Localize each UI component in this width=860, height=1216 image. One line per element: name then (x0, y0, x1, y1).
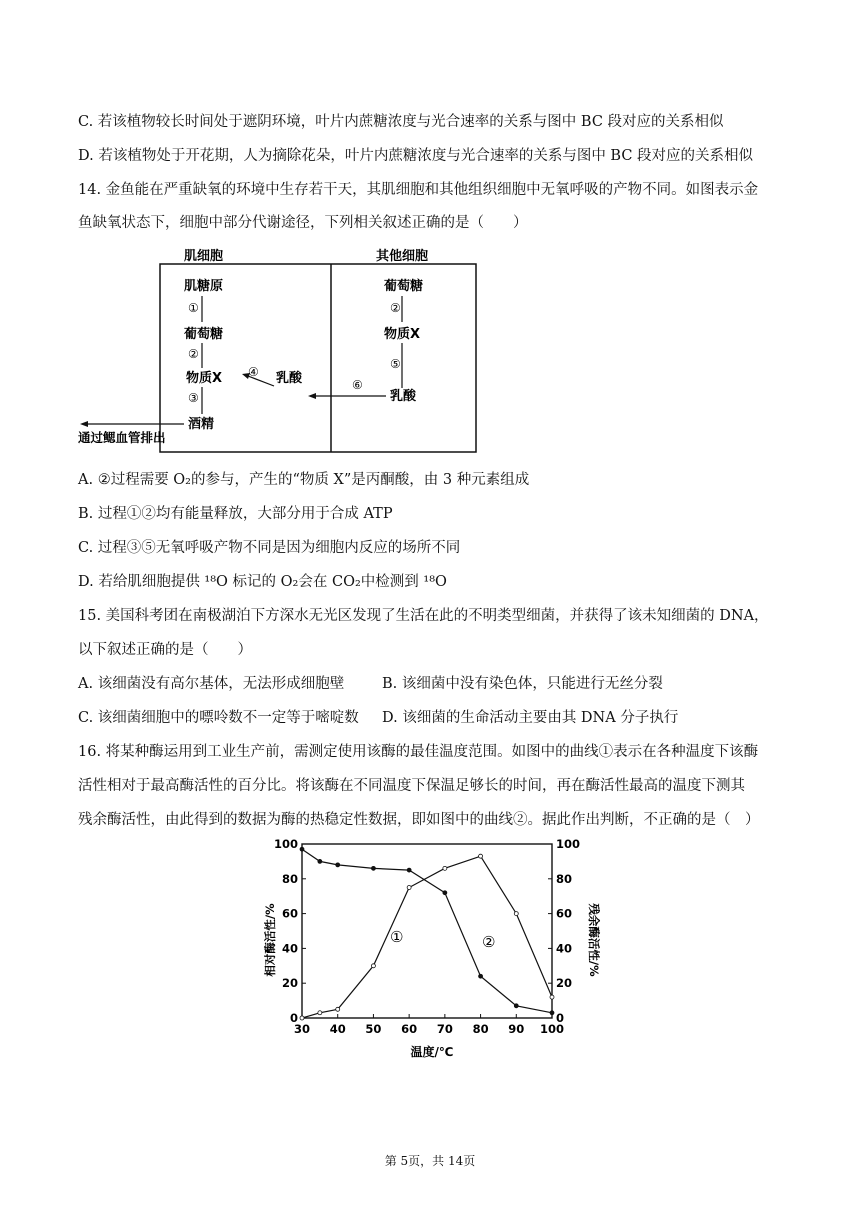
series-1-point (300, 1016, 304, 1020)
series-2-point (318, 859, 322, 863)
step-2-label: ② (188, 347, 199, 361)
series-2-point (371, 866, 375, 870)
series-line-1 (302, 856, 552, 1018)
y-axis-left-label: 相对酶活性/% (263, 903, 277, 977)
series-1-point (336, 1007, 340, 1011)
series-1-point (479, 854, 483, 858)
option-a-q15: A. 该细菌没有高尔基体，无法形成细胞壁 (78, 676, 345, 692)
step-1-label: ① (188, 301, 199, 315)
step-5-label: ⑤ (390, 357, 401, 371)
question-15-line2: 以下叙述正确的是（ ） (78, 642, 252, 658)
step-4-label: ④ (248, 365, 259, 379)
option-d-q15: D. 该细菌的生命活动主要由其 DNA 分子执行 (382, 710, 679, 726)
series-label-2: ② (482, 933, 496, 951)
y-tick-label-left: 0 (289, 1011, 298, 1025)
option-c-q13: C. 若该植物较长时间处于遮阴环境，叶片内蔗糖浓度与光合速率的关系与图中 BC 段对应的关系相似 (78, 114, 724, 130)
y-tick-label-left: 60 (281, 906, 298, 921)
series-2-point (300, 847, 304, 851)
question-16-line3: 残余酶活性，由此得到的数据为酶的热稳定性数据，即如图中的曲线②。据此作出判断，不正确的是（ ） (78, 812, 760, 828)
series-1-point (514, 912, 518, 916)
glucose-label: 葡萄糖 (184, 327, 224, 342)
option-b-q15: B. 该细菌中没有染色体，只能进行无丝分裂 (382, 676, 663, 692)
series-2-point (479, 974, 483, 978)
x-tick-label: 60 (401, 1022, 418, 1036)
series-1-point (407, 886, 411, 890)
metabolism-diagram (78, 246, 488, 451)
x-tick-label: 50 (365, 1022, 382, 1036)
step-3-label: ③ (188, 391, 199, 405)
x-axis-label: 温度/℃ (410, 1045, 454, 1059)
y-tick-label-left: 80 (281, 871, 298, 886)
x-tick-label: 80 (472, 1022, 489, 1036)
series-line-2 (302, 849, 552, 1013)
step-6-label: ⑥ (352, 378, 363, 392)
series-1-point (371, 964, 375, 968)
option-b-q14: B. 过程①②均有能量释放，大部分用于合成 ATP (78, 506, 393, 522)
series-1-point (550, 995, 554, 999)
series-2-point (550, 1011, 554, 1015)
excrete-label: 通过鳃血管排出 (78, 430, 166, 445)
series-1-point (318, 1011, 322, 1015)
option-d-q14: D. 若给肌细胞提供 ¹⁸O 标记的 O₂会在 CO₂中检测到 ¹⁸O (78, 574, 447, 590)
y-tick-label-right: 60 (556, 906, 573, 921)
alcohol-label: 酒精 (188, 417, 215, 432)
lactic-acid-label: 乳酸 (276, 371, 303, 386)
muscle-cell-title: 肌细胞 (184, 249, 224, 264)
other-cell-title: 其他细胞 (376, 249, 429, 264)
series-1-point (443, 866, 447, 870)
x-tick-label: 30 (293, 1022, 311, 1036)
page-footer: 第 5页，共 14页 (384, 1154, 476, 1168)
question-16-line2: 活性相对于最高酶活性的百分比。将该酶在不同温度下保温足够长的时间，再在酶活性最高的温度下测其 (78, 778, 745, 794)
other-step-2-label: ② (390, 301, 401, 315)
series-2-point (407, 868, 411, 872)
option-a-q14: A. ②过程需要 O₂的参与，产生的“物质 X”是丙酮酸，由 3 种元素组成 (78, 472, 530, 488)
series-label-1: ① (390, 928, 404, 946)
x-tick-label: 70 (436, 1022, 453, 1036)
enzyme-activity-chart (262, 830, 601, 1062)
y-tick-label-right: 100 (556, 837, 581, 851)
y-tick-label-right: 0 (556, 1011, 565, 1025)
x-tick-label: 90 (508, 1022, 525, 1036)
other-glucose-label: 葡萄糖 (384, 279, 424, 294)
question-15-line1: 15. 美国科考团在南极湖泊下方深水无光区发现了生活在此的不明类型细菌，并获得了该未知细菌的 DNA， (78, 608, 769, 624)
y-tick-label-left: 40 (281, 941, 298, 956)
option-c-q14: C. 过程③⑤无氧呼吸产物不同是因为细胞内反应的场所不同 (78, 540, 461, 556)
series-2-point (443, 891, 447, 895)
option-d-q13: D. 若该植物处于开花期，人为摘除花朵，叶片内蔗糖浓度与光合速率的关系与图中 BC 段对应的关系相似 (78, 148, 754, 164)
series-2-point (336, 863, 340, 867)
y-tick-label-right: 20 (556, 976, 573, 991)
x-tick-label: 40 (329, 1022, 346, 1036)
question-16-line1: 16. 将某种酶运用到工业生产前，需测定使用该酶的最佳温度范围。如图中的曲线①表示在各种温度下该酶 (78, 744, 759, 760)
y-tick-label-left: 20 (281, 976, 298, 991)
y-tick-label-left: 100 (273, 837, 298, 851)
plot-frame (302, 844, 552, 1018)
y-tick-label-right: 80 (556, 871, 573, 886)
y-axis-right-label: 残余酶活性/% (587, 903, 601, 977)
other-substance-x-label: 物质X (384, 327, 421, 342)
question-14-line1: 14. 金鱼能在严重缺氧的环境中生存若干天，其肌细胞和其他组织细胞中无氧呼吸的产物不同。如图表示金 (78, 182, 759, 198)
substance-x-label: 物质X (186, 371, 223, 386)
other-lactic-acid-label: 乳酸 (390, 389, 417, 404)
y-tick-label-right: 40 (556, 941, 573, 956)
x-tick-label: 100 (539, 1022, 565, 1036)
glycogen-label: 肌糖原 (184, 279, 224, 294)
question-14-line2: 鱼缺氧状态下，细胞中部分代谢途径，下列相关叙述正确的是（ ） (78, 215, 528, 231)
option-c-q15: C. 该细菌细胞中的嘌呤数不一定等于嘧啶数 (78, 710, 359, 726)
series-2-point (514, 1004, 518, 1008)
